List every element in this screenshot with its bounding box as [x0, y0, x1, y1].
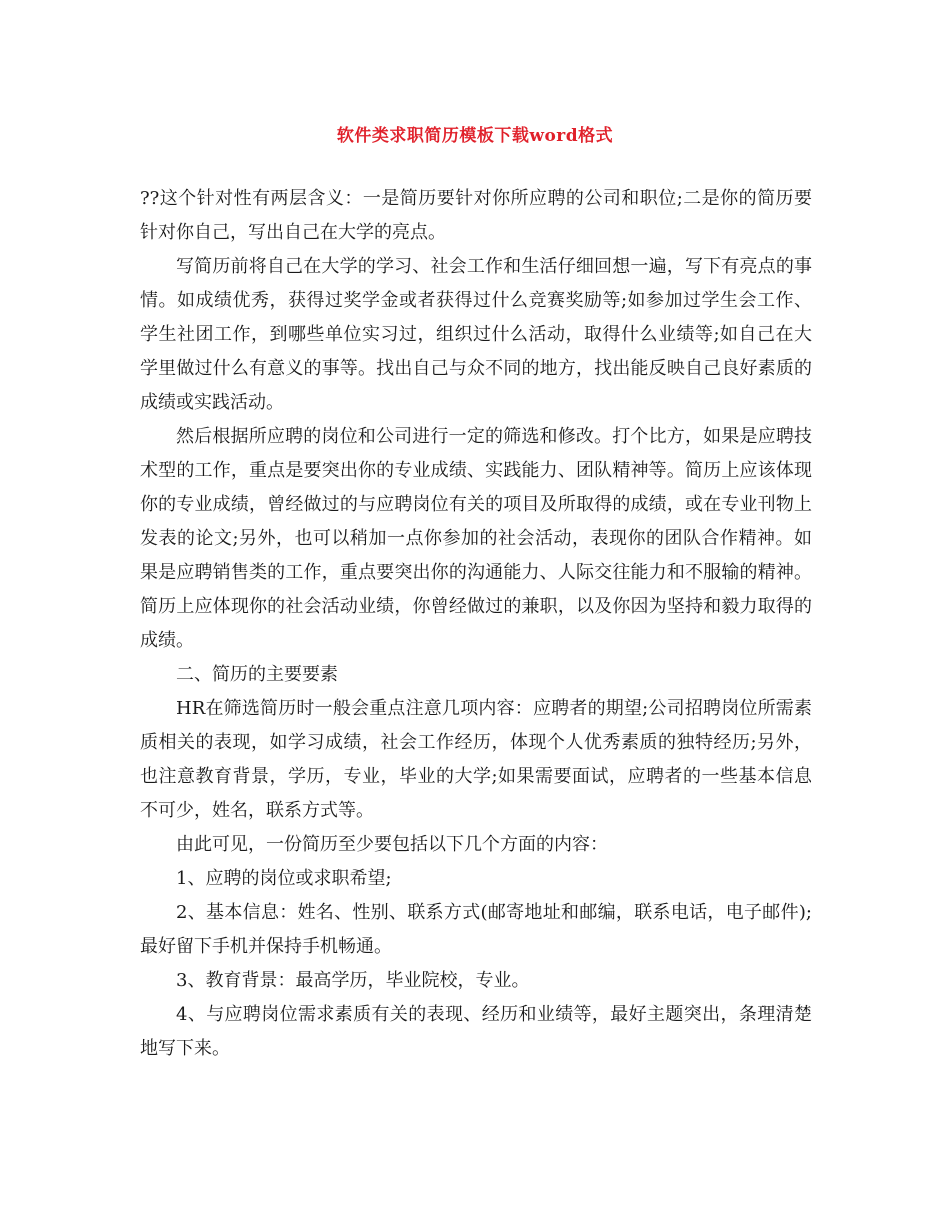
list-item-education: 3、教育背景：最高学历，毕业院校，专业。 [176, 970, 530, 991]
list-item-basic-info: 2、基本信息：姓名、性别、联系方式(邮寄地址和邮编，联系电话，电子邮件);最好留下手机并保持手机畅通。 [140, 902, 812, 957]
list-item-position: 1、应聘的岗位或求职希望; [176, 868, 392, 889]
list-item-performance: 4、与应聘岗位需求素质有关的表现、经历和业绩等，最好主题突出，条理清楚地写下来。 [140, 1004, 812, 1059]
paragraph-intro: ??这个针对性有两层含义：一是简历要针对你所应聘的公司和职位;二是你的简历要针对你自己，写出自己在大学的亮点。 [140, 188, 812, 243]
section-heading-main-elements: 二、简历的主要要素 [176, 664, 338, 685]
paragraph-summary-intro: 由此可见，一份简历至少要包括以下几个方面的内容： [176, 834, 608, 855]
paragraph-hr-screening: HR在筛选简历时一般会重点注意几项内容：应聘者的期望;公司招聘岗位所需素质相关的表现，如学习成绩，社会工作经历，体现个人优秀素质的独特经历;另外，也注意教育背景，学历，专业，毕业的大学;如果需要面试，应聘者的一些基本信息不可少，姓名，联系方式等。 [140, 698, 812, 821]
paragraph-filter-and-revise: 然后根据所应聘的岗位和公司进行一定的筛选和修改。打个比方，如果是应聘技术型的工作，重点是要突出你的专业成绩、实践能力、团队精神等。简历上应该体现你的专业成绩，曾经做过的与应聘岗位有关的项目及所取得的成绩，或在专业刊物上发表的论文;另外，也可以稍加一点你参加的社会活动，表现你的团队合作精神。如果是应聘销售类的工作，重点要突出你的沟通能力、人际交往能力和不服输的精神。简历上应体现你的社会活动业绩，你曾经做过的兼职，以及你因为坚持和毅力取得的成绩。 [140, 426, 812, 651]
document-body [140, 182, 812, 1066]
paragraph-recall-highlights: 写简历前将自己在大学的学习、社会工作和生活仔细回想一遍，写下有亮点的事情。如成绩优秀，获得过奖学金或者获得过什么竞赛奖励等;如参加过学生会工作、学生社团工作，到哪些单位实习过，组织过什么活动，取得什么业绩等;如自己在大学里做过什么有意义的事等。找出自己与众不同的地方，找出能反映自己良好素质的成绩或实践活动。 [140, 256, 812, 413]
document-title: 软件类求职简历模板下载word格式 [336, 126, 614, 146]
